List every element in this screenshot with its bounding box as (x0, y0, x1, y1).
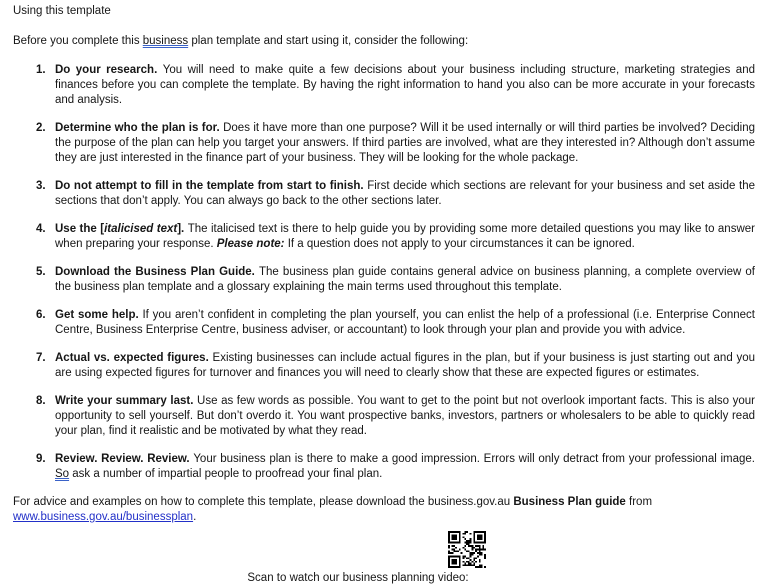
list-item-number: 3. (36, 180, 46, 192)
list-item-number: 9. (36, 453, 46, 465)
list-item-number: 6. (36, 309, 46, 321)
item-lead-italic: italicised text (104, 223, 178, 235)
list-item-text (55, 351, 755, 381)
page-title: Using this template (13, 5, 111, 17)
item-lead: Determine who the plan is for. (55, 122, 224, 134)
list-item-text (55, 179, 755, 209)
qr-caption: Scan to watch our business planning video: (247, 572, 469, 584)
list-item-number: 7. (36, 352, 46, 364)
item-body-note: Please note: (216, 238, 285, 250)
item-lead: Do not attempt to fill in the template from start to finish. (55, 180, 368, 192)
footer-guide-name: Business Plan guide (513, 496, 626, 508)
list-item-number: 8. (36, 395, 46, 407)
item-body: Does it have more than one purpose? Will it be used internally or will third parties be involved? Deciding the purpose of the plan can help you target your answers. If third parties are involved, what are they interested in? Although don’t assume they are just interested in the finance part of your business. They will be looking for the whole package. (55, 122, 755, 164)
businessplan-link[interactable]: www.business.gov.au/businessplan (13, 511, 194, 523)
item-lead: Download the Business Plan Guide. (55, 266, 259, 278)
intro-paragraph (13, 34, 755, 49)
list-item-text (55, 394, 755, 439)
item-lead: Actual vs. expected figures. (55, 352, 213, 364)
footer-period: . (193, 511, 197, 523)
list-item-number: 5. (36, 266, 46, 278)
qr-code (448, 531, 486, 568)
intro-text-pre: Before you complete this (13, 35, 143, 47)
list-item (13, 121, 755, 166)
item-body-post: If a question does not apply to your circumstances it can be ignored. (284, 238, 635, 250)
list-item-number: 4. (36, 223, 46, 235)
item-body-pre: The italicised text is there to help guide you by providing some more detailed questions you may like to answer when preparing your response. (55, 223, 755, 250)
list-item (13, 222, 755, 252)
list-item (13, 265, 755, 295)
item-lead: Do your research. (55, 64, 163, 76)
list-item-text (55, 452, 755, 482)
grammar-marked-word: So (55, 468, 70, 480)
footer-paragraph (13, 495, 755, 525)
item-body: If you aren’t confident in completing the plan yourself, you can enlist the help of a professional (i.e. Enterprise Connect Centre, Business Enterprise Centre, business adviser, or accountant) to look through your plan and provide you with advice. (55, 309, 755, 336)
list-item (13, 452, 755, 482)
item-lead-pre: Use the [ (55, 223, 105, 235)
item-body: The business plan guide contains general advice on business planning, a complete overview of the business plan template and a glossary explaining the main terms used throughout this template. (55, 266, 755, 293)
list-item-text (55, 63, 755, 108)
list-item-number: 2. (36, 122, 46, 134)
list-item (13, 179, 755, 209)
numbered-list (13, 63, 755, 482)
item-lead: Review. Review. Review. (55, 453, 194, 465)
footer-text-post: from (625, 496, 653, 508)
list-item-number: 1. (36, 64, 46, 76)
footer-text-pre: For advice and examples on how to complete this template, please download the business.gov.au (13, 496, 514, 508)
list-item-text (55, 222, 755, 252)
intro-text-post: plan template and start using it, consider the following: (188, 35, 469, 47)
list-item (13, 63, 755, 108)
item-body: You will need to make quite a few decisions about your business including structure, marketing strategies and finances before you can complete the template. By having the right information to hand you also can be more accurate in your forecasts and analysis. (55, 64, 755, 106)
list-item-text (55, 121, 755, 166)
list-item-text (55, 265, 755, 295)
item-lead: Get some help. (55, 309, 143, 321)
list-item (13, 351, 755, 381)
list-item (13, 394, 755, 439)
item-lead: Write your summary last. (55, 395, 198, 407)
item-body: Use as few words as possible. You want to get to the point but not overlook important facts. This is also your opportunity to sell yourself. But don’t overdo it. You want prospective banks, investors, partners or wholesalers to be able to quickly read your plan, find it realistic and be motivated by what they read. (55, 395, 755, 437)
item-body: First decide which sections are relevant for your business and set aside the sections that don’t apply. You can always go back to the other sections later. (55, 180, 755, 207)
item-body-post: ask a number of impartial people to proofread your final plan. (69, 468, 383, 480)
list-item-text (55, 308, 755, 338)
list-item (13, 308, 755, 338)
grammar-marked-word: business (142, 35, 189, 47)
item-body: Existing businesses can include actual figures in the plan, but if your business is just starting out and you are using expected figures for turnover and finances you will need to clearly show that these are expected figures or estimates. (55, 352, 756, 379)
item-body-pre: Your business plan is there to make a good impression. Errors will only detract from your professional image. (193, 453, 755, 465)
item-lead-post: ]. (177, 223, 188, 235)
